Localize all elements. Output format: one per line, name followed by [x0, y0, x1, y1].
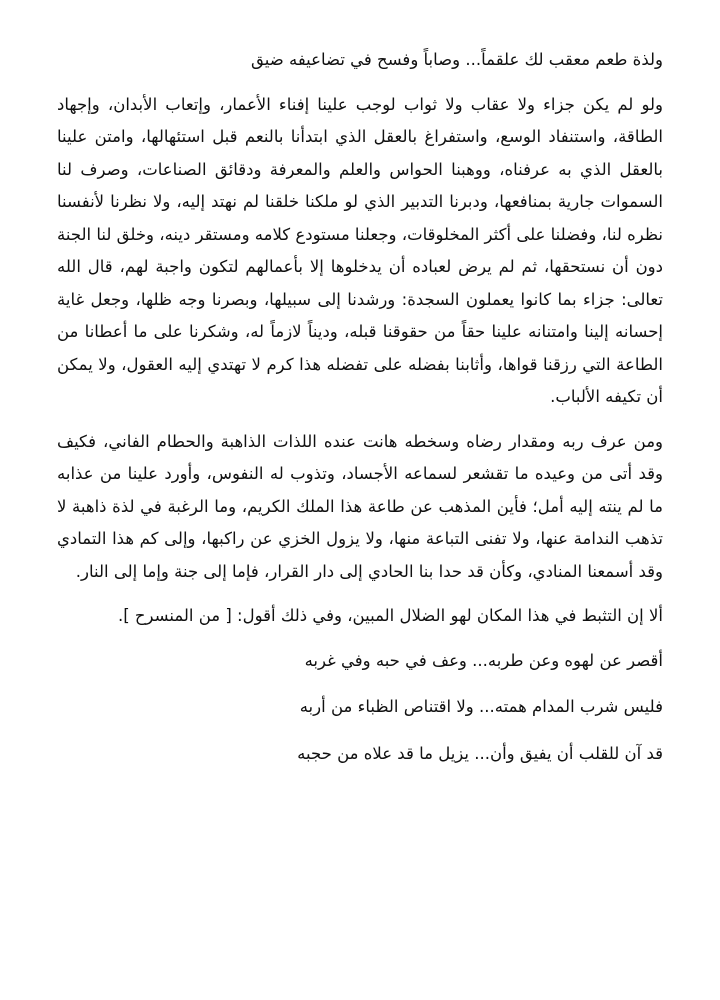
- poem-verses: [57, 645, 663, 771]
- verse-line-1: أقصر عن لهوه وعن طربه... وعف في حبه وفي غربه: [304, 650, 663, 670]
- paragraph-1: ولذة طعم معقب لك علقماً... وصاباً وفسح في تضاعيفه ضيق: [250, 50, 663, 69]
- verse-line-3: قد آن للقلب أن يفيق وأن... يزيل ما قد علاه من حجبه: [297, 743, 663, 763]
- paragraph-2: ولو لم يكن جزاء ولا عقاب ولا ثواب لوجب علينا إفناء الأعمار، وإتعاب الأبدان، وإجهاد الطاقة، واستنفاد الوسع، واستفراغ بالعقل الذي ابتدأنا بالنعم قبل استئهالها، وامتن علينا بالعقل الذي به عرفناه، ووهبنا الحواس والعلم والمعرفة ودقائق الصناعات، وصرف لنا السموات جارية بمنافعها، ودبرنا التدبير الذي لو ملكنا خلقنا لم نهتد إليه، ولا نظرنا لأنفسنا نظره لنا، وفضلنا على أكثر المخلوقات، وجعلنا مستودع كلامه ومستقر دينه، وخلق لنا الجنة دون أن نستحقها، ثم لم يرض لعباده أن يدخلوها إلا بأعمالهم لتكون واجبة لهم، قال الله تعالى: جزاء بما كانوا يعملون السجدة: ورشدنا إلى سبيلها، وبصرنا وجه ظلها، وجعل غاية إحسانه إلينا وامتنانه علينا حقاً من حقوقنا قبله، وديناً لازماً له، وشكرنا على ما أعطانا من الطاعة التي رزقنا قواها، وأثابنا بفضله على تفضله هذا كرم لا تهتدي إليه العقول، ولا يمكن أن تكيفه الألباب.: [57, 94, 663, 406]
- paragraph-3: ومن عرف ربه ومقدار رضاه وسخطه هانت عنده اللذات الذاهبة والحطام الفاني، فكيف وقد أتى من وعيده ما تقشعر لسماعه الأجساد، وتذوب له النفوس، وأورد علينا من عذابه ما لم ينته إليه أمل؛ فأين المذهب عن طاعة هذا الملك الكريم، وما الرغبة في لذة ذاهبة لا تذهب الندامة عنها، ولا تفنى التباعة منها، ولا يزول الخزي عن راكبها، وإلى كم هذا التمادي وقد أسمعنا المنادي، وكأن قد حدا بنا الحادي إلى دار القرار، فإما إلى جنة وإما إلى النار.: [57, 431, 663, 581]
- paragraph-4: ألا إن التثبط في هذا المكان لهو الضلال المبين، وفي ذلك أقول: [ من المنسرح ].: [117, 606, 663, 625]
- verse-line-2: فليس شرب المدام همته... ولا اقتناص الظباء من أربه: [299, 697, 663, 716]
- document-page: [57, 44, 663, 770]
